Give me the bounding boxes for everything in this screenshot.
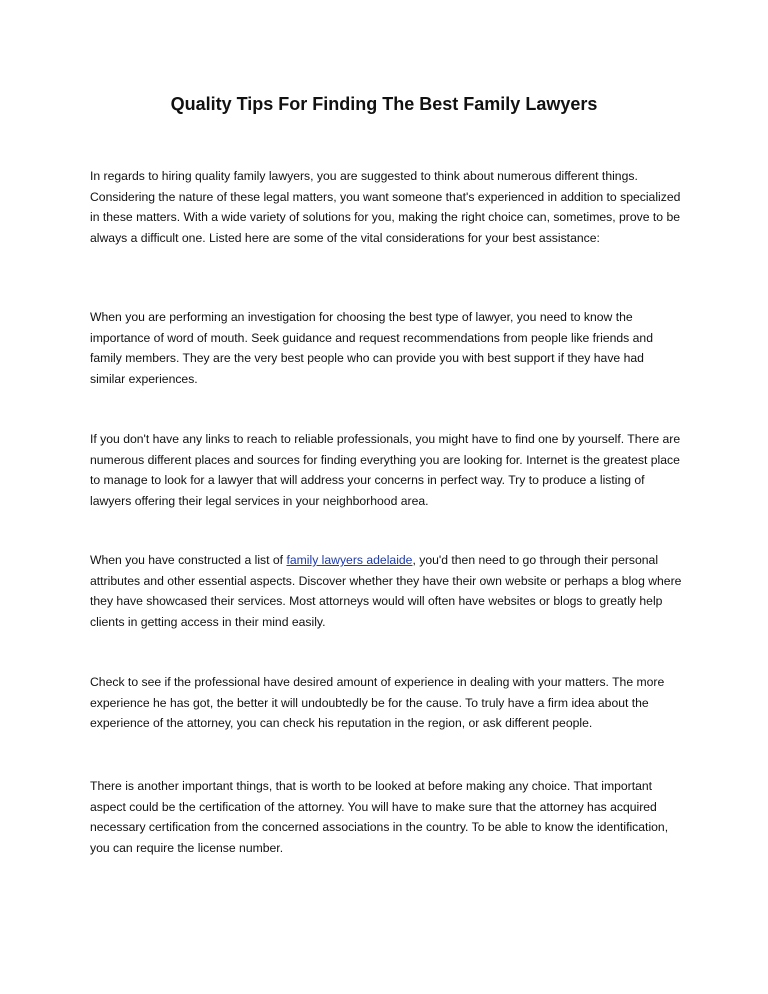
paragraph-certification: There is another important things, that is worth to be looked at before making any choice. That important aspect could be the certification of the attorney. You will have to make sure that the attorney has acquired necessary certification from the concerned associations in the country. To be able to know the identification, you can require the license number. [90, 779, 669, 855]
paragraph-intro: In regards to hiring quality family lawyers, you are suggested to think about numerous different things. Considering the nature of these legal matters, you want someone that's experienced in addition to specialized in these matters. With a wide variety of solutions for you, making the right choice can, sometimes, prove to be always a difficult one. Listed here are some of the vital considerations for your best assistance: [90, 169, 681, 245]
paragraph-word-of-mouth: When you are performing an investigation for choosing the best type of lawyer, you need to know the importance of word of mouth. Seek guidance and request recommendations from people like friends and family members. They are the very best people who can provide you with best support if they have had similar experiences. [90, 310, 653, 386]
paragraph-text-after-link: , you'd then need to go through their personal attributes and other essential aspects. Discover whether they have their own website or perhaps a blog where they have showcased their services. Most attorneys would will often have websites or blogs to greatly help clients in getting access in their mind easily. [90, 553, 682, 629]
document-title: Quality Tips For Finding The Best Family Lawyers [170, 94, 598, 114]
paragraph-constructed-list [90, 550, 682, 632]
paragraph-find-yourself: If you don't have any links to reach to reliable professionals, you might have to find one by yourself. There are numerous different places and sources for finding everything you are looking for. Internet is the greatest place to manage to look for a lawyer that will address your concerns in perfect way. Try to produce a listing of lawyers offering their legal services in your neighborhood area. [90, 432, 681, 508]
paragraph-text-before-link: When you have constructed a list of [90, 553, 287, 567]
family-lawyers-adelaide-link[interactable]: family lawyers adelaide [286, 553, 413, 567]
paragraph-experience: Check to see if the professional have desired amount of experience in dealing with your matters. The more experience he has got, the better it will undoubtedly be for the cause. To truly have a firm idea about the experience of the attorney, you can check his reputation in the region, or ask different people. [90, 675, 665, 730]
